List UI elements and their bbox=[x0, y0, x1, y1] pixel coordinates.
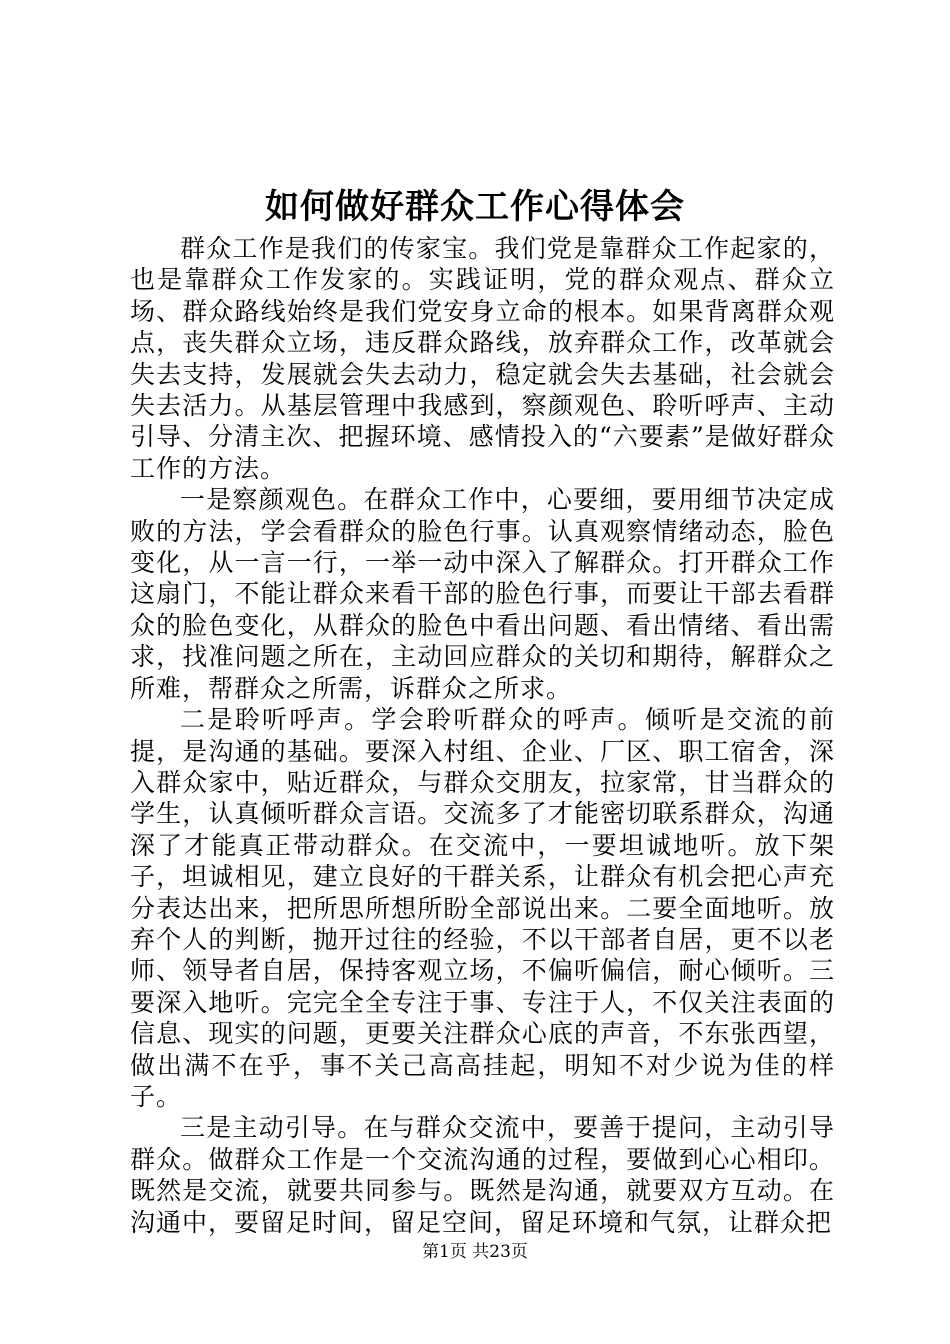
paragraph-point-three: 三是主动引导。在与群众交流中，要善于提问，主动引导群众。做群众工作是一个交流沟通的过程，要做到心心相印。既然是交流，就要共同参与。既然是沟通，就要双方互动。在沟通中，要留足时间，留足空间，留足环境和气氛，让群众把 bbox=[130, 1113, 835, 1237]
document-body bbox=[130, 233, 835, 1238]
document-title: 如何做好群众工作心得体会 bbox=[265, 187, 685, 227]
paragraph-point-two: 二是聆听呼声。学会聆听群众的呼声。倾听是交流的前提，是沟通的基础。要深入村组、企业、厂区、职工宿舍，深入群众家中，贴近群众，与群众交朋友，拉家常，甘当群众的学生，认真倾听群众言语。交流多了才能密切联系群众，沟通深了才能真正带动群众。在交流中，一要坦诚地听。放下架子，坦诚相见，建立良好的干群关系，让群众有机会把心声充分表达出来，把所思所想所盼全部说出来。二要全面地听。放弃个人的判断，抛开过往的经验，不以干部者自居，更不以老师、领导者自居，保持客观立场，不偏听偏信，耐心倾听。三要深入地听。完完全全专注于事、专注于人，不仅关注表面的信息、现实的问题，更要关注群众心底的声音，不东张西望，做出满不在乎，事不关己高高挂起，明知不对少说为佳的样子。 bbox=[130, 705, 835, 1111]
paragraph-intro: 群众工作是我们的传家宝。我们党是靠群众工作起家的，也是靠群众工作发家的。实践证明，党的群众观点、群众立场、群众路线始终是我们党安身立命的根本。如果背离群众观点，丧失群众立场，违反群众路线，放弃群众工作，改革就会失去支持，发展就会失去动力，稳定就会失去基础，社会就会失去活力。从基层管理中我感到，察颜观色、聆听呼声、主动引导、分清主次、把握环境、感情投入的“六要素”是做好群众工作的方法。 bbox=[130, 234, 835, 483]
paragraph-point-one: 一是察颜观色。在群众工作中，心要细，要用细节决定成败的方法，学会看群众的脸色行事。认真观察情绪动态，脸色变化，从一言一行，一举一动中深入了解群众。打开群众工作这扇门，不能让群众来看干部的脸色行事，而要让干部去看群众的脸色变化，从群众的脸色中看出问题、看出情绪、看出需求，找准问题之所在，主动回应群众的关切和期待，解群众之所难，帮群众之所需，诉群众之所求。 bbox=[130, 485, 835, 703]
page-footer: 第1页 共23页 bbox=[422, 1242, 528, 1262]
